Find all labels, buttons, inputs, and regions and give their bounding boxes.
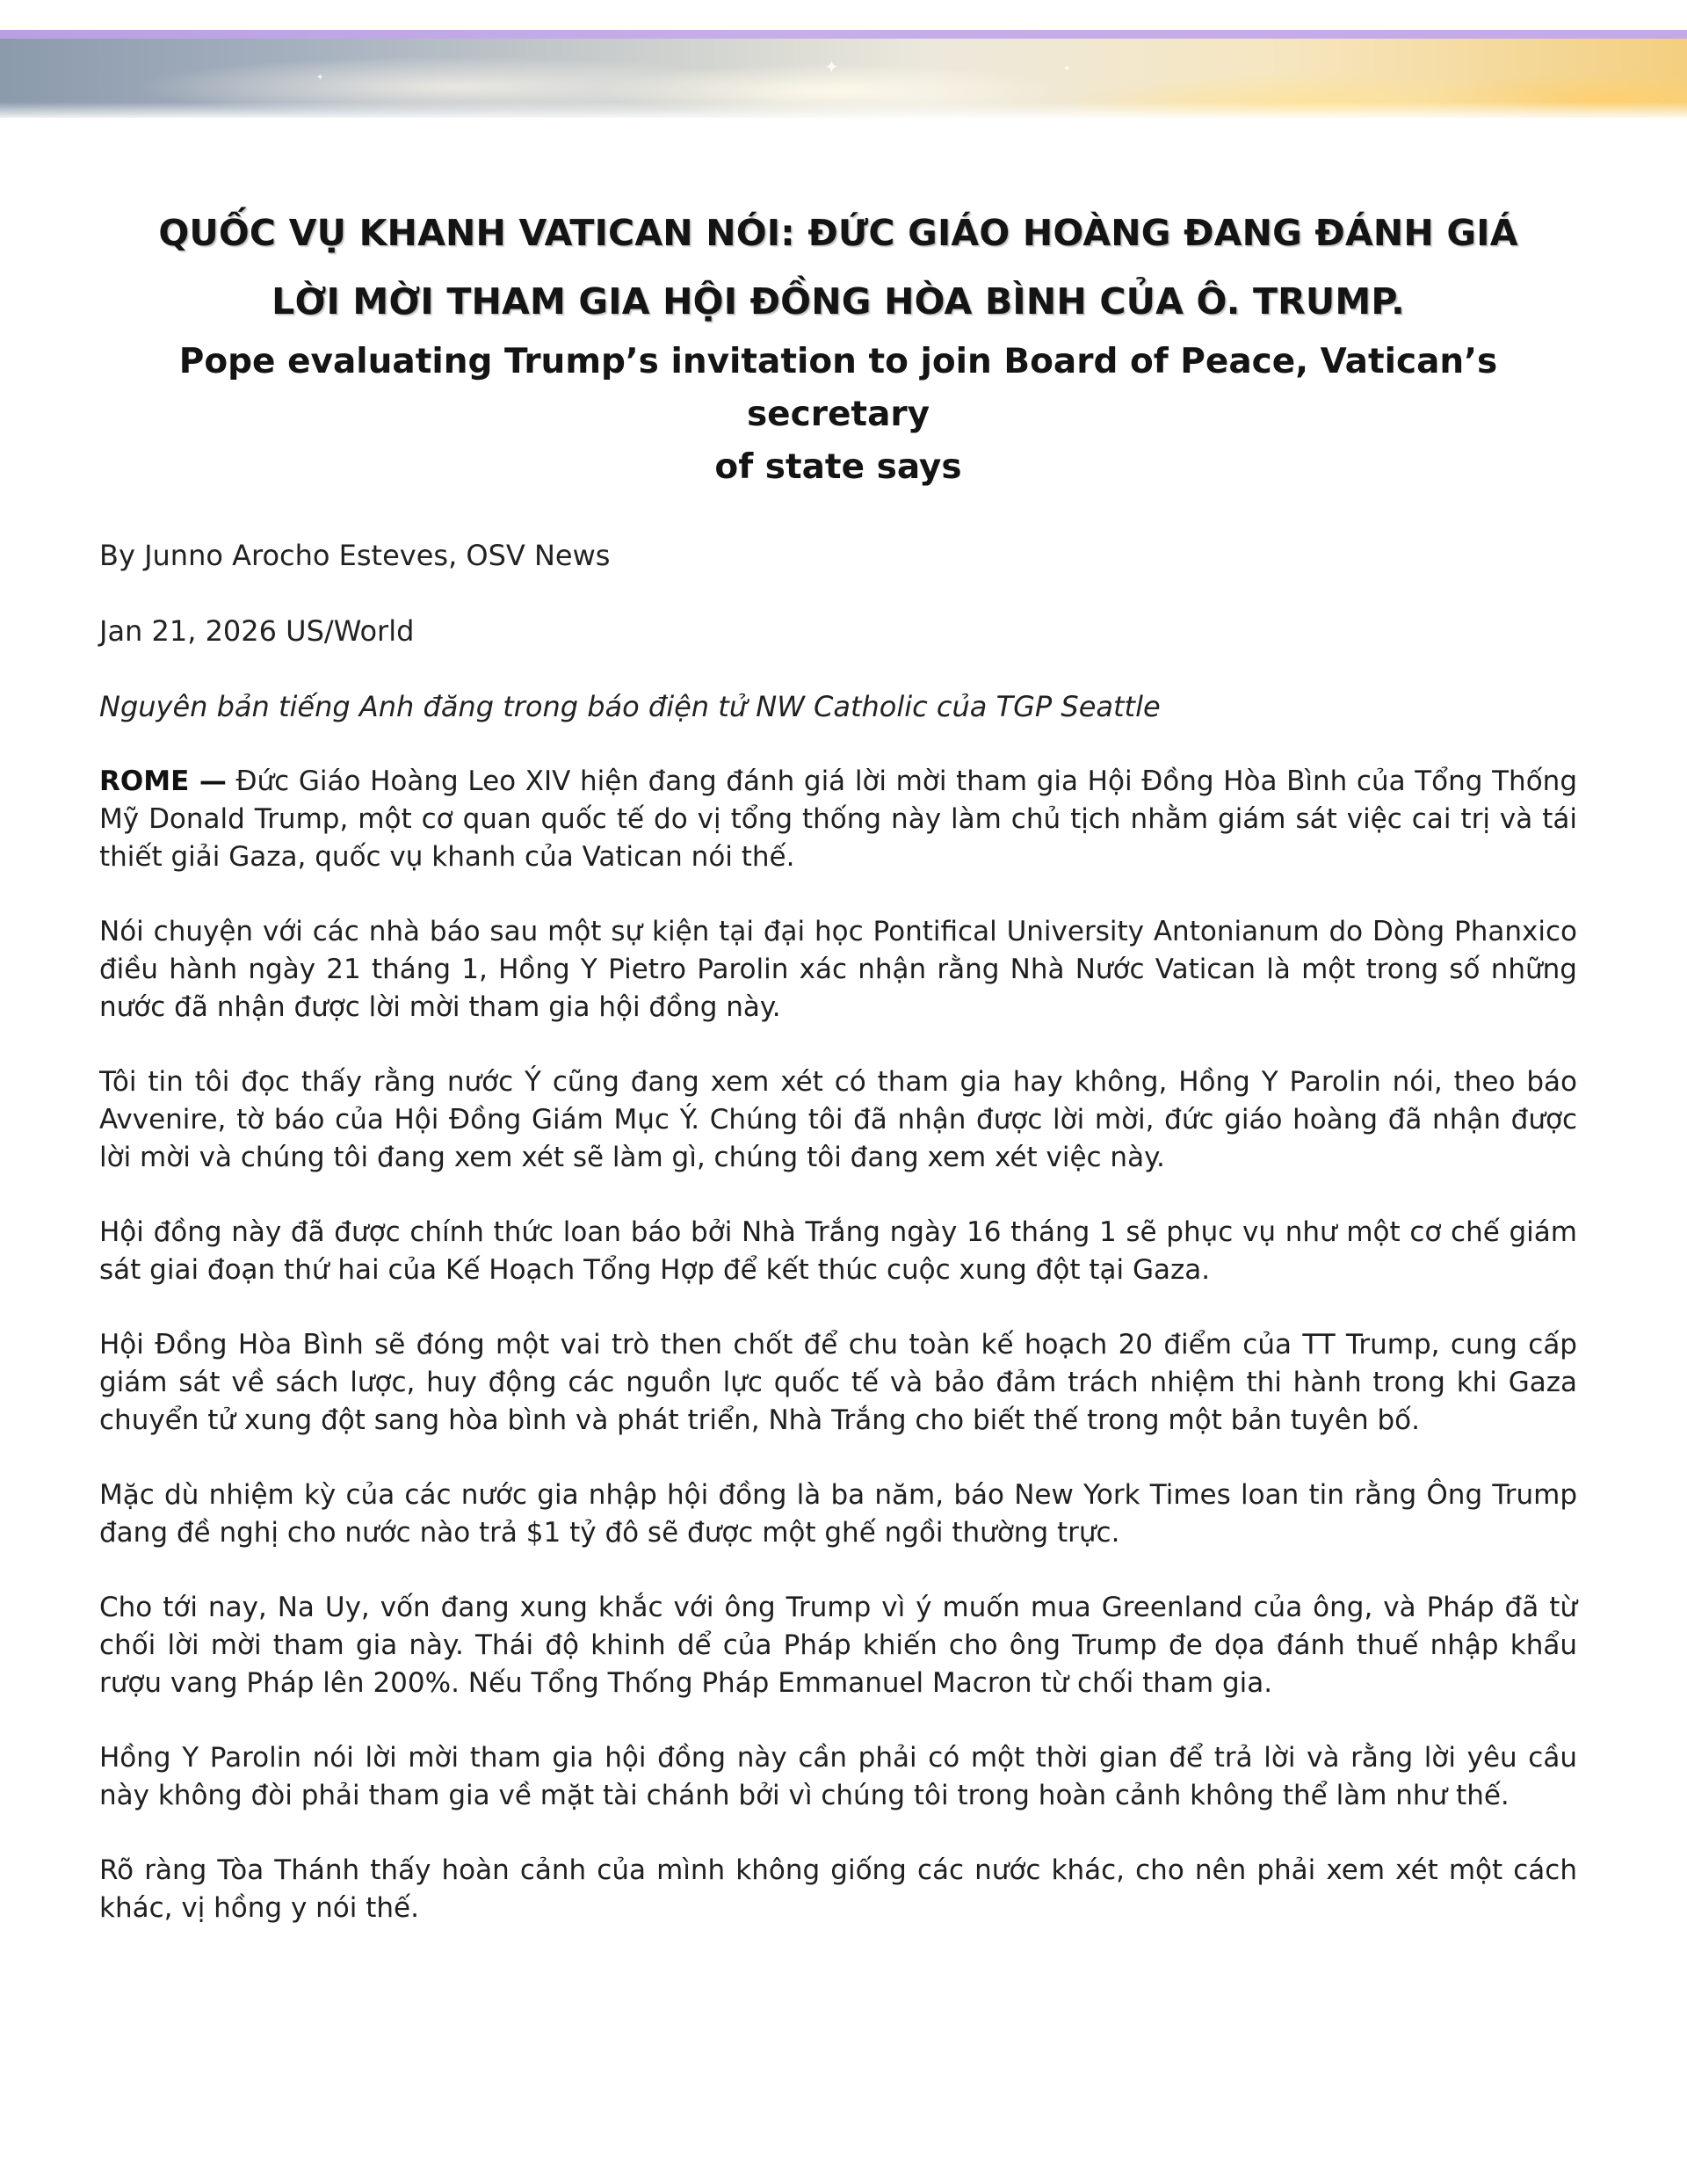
paragraph-8: Hồng Y Parolin nói lời mời tham gia hội đồng này cần phải có một thời gian để trả lời và rằng lời yêu cầu này không đòi phải tham gia về mặt tài chánh bởi vì chúng tôi trong hoàn cảnh không thể làm như thế. bbox=[99, 1742, 1577, 1811]
star-icon: ✦ bbox=[824, 56, 839, 77]
paragraph-6: Mặc dù nhiệm kỳ của các nước gia nhập hội đồng là ba năm, báo New York Times loan tin rằng Ông Trump đang đề nghị cho nước nào trả $1 tỷ đô sẽ được một ghế ngồi thường trực. bbox=[99, 1479, 1577, 1549]
title-en-line-1: Pope evaluating Trump’s invitation to join Board of Peace, Vatican’s secretary bbox=[178, 342, 1498, 434]
star-icon: ✦ bbox=[1063, 64, 1071, 74]
paragraph-2: Nói chuyện với các nhà báo sau một sự kiện tại đại học Pontifical University Antonianum do Dòng Phanxico điều hành ngày 21 tháng 1, Hồng Y Pietro Parolin xác nhận rằng Nhà Nước Vatican là một trong số những nước đã nhận được lời mời tham gia hội đồng này. bbox=[99, 916, 1577, 1023]
paragraph-3: Tôi tin tôi đọc thấy rằng nước Ý cũng đang xem xét có tham gia hay không, Hồng Y Parolin nói, theo báo Avvenire, tờ báo của Hội Đồng Giám Mục Ý. Chúng tôi đã nhận được lời mời, đức giáo hoàng đã nhận được lời mời và chúng tôi đang xem xét sẽ làm gì, chúng tôi đang xem xét việc này. bbox=[99, 1066, 1577, 1173]
article-title-vietnamese bbox=[99, 199, 1577, 336]
title-vi-line-1: QUỐC VỤ KHANH VATICAN NÓI: ĐỨC GIÁO HOÀNG ĐANG ĐÁNH GIÁ bbox=[158, 212, 1518, 254]
paragraph-9: Rõ ràng Tòa Thánh thấy hoàn cảnh của mình không giống các nước khác, cho nên phải xem xét một cách khác, vị hồng y nói thế. bbox=[99, 1854, 1577, 1924]
star-icon: ✦ bbox=[316, 73, 324, 83]
byline: By Junno Arocho Esteves, OSV News bbox=[99, 539, 611, 572]
paragraph-1 bbox=[99, 763, 1577, 876]
paragraph-4: Hội đồng này đã được chính thức loan báo bởi Nhà Trắng ngày 16 tháng 1 sẽ phục vụ như một cơ chế giám sát giai đoạn thứ hai của Kế Hoạch Tổng Hợp để kết thúc cuộc xung đột tại Gaza. bbox=[99, 1216, 1577, 1286]
sky-banner-image bbox=[0, 39, 1687, 118]
dateline: ROME — bbox=[99, 765, 227, 797]
source-note: Nguyên bản tiếng Anh đăng trong báo điện tử NW Catholic của TGP Seattle bbox=[99, 690, 1161, 723]
paragraph-5: Hội Đồng Hòa Bình sẽ đóng một vai trò then chốt để chu toàn kế hoạch 20 điểm của TT Trump, cung cấp giám sát về sách lược, huy động các nguồn lực quốc tế và bảo đảm trách nhiệm thi hành trong khi Gaza chuyển tử xung đột sang hòa bình và phát triển, Nhà Trắng cho biết thế trong một bản tuyên bố. bbox=[99, 1329, 1577, 1436]
article bbox=[99, 199, 1577, 1927]
title-vi-line-2: LỜI MỜI THAM GIA HỘI ĐỒNG HÒA BÌNH CỦA Ô. TRUMP. bbox=[272, 280, 1405, 323]
title-en-line-2: of state says bbox=[714, 447, 962, 487]
paragraph-1-text: Đức Giáo Hoàng Leo XIV hiện đang đánh giá lời mời tham gia Hội Đồng Hòa Bình của Tổng Thống Mỹ Donald Trump, một cơ quan quốc tế do vị tổng thống này làm chủ tịch nhằm giám sát việc cai trị và tái thiết giải Gaza, quốc vụ khanh của Vatican nói thế. bbox=[99, 765, 1578, 873]
publish-date: Jan 21, 2026 US/World bbox=[99, 614, 415, 648]
article-title-english bbox=[99, 336, 1577, 494]
header-banner bbox=[0, 0, 1687, 118]
banner-accent-line bbox=[0, 30, 1687, 39]
paragraph-7: Cho tới nay, Na Uy, vốn đang xung khắc với ông Trump vì ý muốn mua Greenland của ông, và Pháp đã từ chối lời mời tham gia này. Thái độ khinh dể của Pháp khiến cho ông Trump đe dọa đánh thuế nhập khẩu rượu vang Pháp lên 200%. Nếu Tổng Thống Pháp Emmanuel Macron từ chối tham gia. bbox=[99, 1592, 1577, 1699]
